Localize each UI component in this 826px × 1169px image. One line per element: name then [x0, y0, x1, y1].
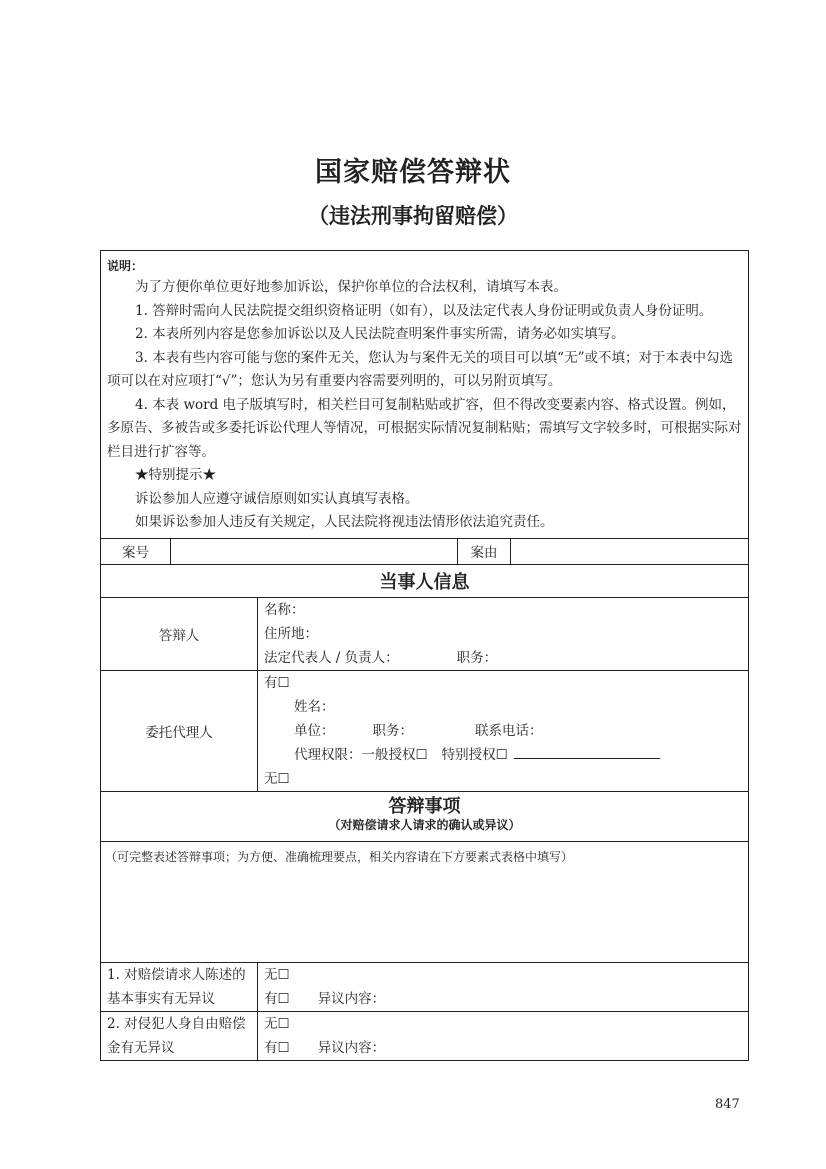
defense-form-table: [100, 250, 749, 1061]
notes-item-1: 1. 答辩时需向人民法院提交组织资格证明（如有），以及法定代表人身份证明或负责人身份证明。: [135, 302, 713, 319]
respondent-name: 名称：: [264, 601, 305, 618]
notes-item-2: 2. 本表所列内容是您参加诉讼以及人民法院查明案件事实所需，请务必如实填写。: [135, 326, 625, 342]
question-1-has-line: [264, 987, 742, 1011]
respondent-legal-rep-line: [264, 646, 742, 670]
document-title: 国家赔偿答辩状: [315, 157, 511, 188]
question-1-label-line-1: 1. 对赔偿请求人陈述的: [107, 966, 246, 983]
document-subtitle: （违法刑事拘留赔偿）: [308, 203, 518, 228]
agent-phone: 联系电话：: [475, 722, 543, 739]
question-1-label-line-2: 基本事实有无异议: [107, 990, 215, 1007]
notes-cell: [101, 251, 749, 539]
question-1-none-checkbox[interactable]: 无☐: [264, 966, 290, 983]
question-2-label-line-1: 2. 对侵犯人身自由赔偿: [107, 1015, 246, 1032]
page-number: 847: [715, 1097, 740, 1112]
agent-name: 姓名：: [294, 698, 335, 715]
respondent-address: 住所地：: [264, 625, 318, 642]
agent-fields[interactable]: [258, 670, 749, 791]
respondent-fields[interactable]: [258, 597, 749, 670]
special-notice-1: 诉讼参加人应遵守诚信原则如实认真填写表格。: [135, 490, 419, 507]
question-1-has-checkbox[interactable]: 有☐: [264, 990, 290, 1007]
respondent-label: 答辩人: [101, 597, 258, 670]
question-2-objection-label: 异议内容：: [317, 1039, 386, 1056]
defense-hint-row: [101, 841, 749, 962]
case-number-label: 案号: [101, 538, 171, 564]
notes-row: [101, 251, 749, 539]
question-2-label: [101, 1011, 258, 1060]
notes-label: 说明：: [107, 259, 144, 273]
agent-label: 委托代理人: [101, 670, 258, 791]
question-2-none-checkbox[interactable]: 无☐: [264, 1015, 290, 1032]
question-1-answer[interactable]: [258, 962, 749, 1011]
special-authority-underline[interactable]: [514, 744, 660, 759]
case-row: [101, 538, 749, 564]
respondent-row: [101, 597, 749, 670]
notes-item-3: 3. 本表有些内容可能与您的案件无关，您认为与案件无关的项目可以填“无”或不填；对于本表中勾选项可以在对应项打“√”；您认为另有重要内容需要列明的，可以另附页填写。: [107, 349, 733, 389]
respondent-position: 职务：: [456, 649, 498, 666]
special-notice-2: 如果诉讼参加人违反有关规定，人民法院将视违法情形依法追究责任。: [135, 514, 554, 530]
defense-section-title: 答辩事项: [388, 796, 461, 817]
party-section-row: [101, 564, 749, 597]
question-row: [101, 1011, 749, 1060]
agent-authority-line: [264, 743, 742, 767]
agent-authority-special[interactable]: 特别授权☐: [441, 746, 508, 763]
special-notice-title: ★特别提示★: [135, 467, 216, 483]
notes-item-4: 4. 本表 word 电子版填写时，相关栏目可复制粘贴或扩容，但不得改变要素内容、格式设置。例如，多原告、多被告或多委托诉讼代理人等情况，可根据实际情况复制粘贴；需填写文字较多时，可根据实际对栏目进行扩容等。: [107, 396, 742, 460]
defense-section-heading: [101, 791, 749, 841]
agent-none-checkbox[interactable]: 无☐: [264, 770, 290, 787]
agent-unit-line: [264, 719, 742, 743]
question-1-label: [101, 962, 258, 1011]
case-cause-label: 案由: [458, 538, 511, 564]
question-2-has-line: [264, 1036, 742, 1060]
question-2-has-checkbox[interactable]: 有☐: [264, 1039, 290, 1056]
question-2-label-line-2: 金有无异议: [107, 1039, 175, 1056]
question-1-objection-label: 异议内容：: [317, 990, 386, 1007]
agent-position: 职务：: [372, 722, 413, 739]
agent-unit: 单位：: [294, 722, 335, 739]
case-number-field[interactable]: [171, 538, 458, 564]
defense-section-row: [101, 791, 749, 841]
party-section-heading: 当事人信息: [101, 564, 749, 597]
defense-hint-text: （可完整表述答辩事项；为方便、准确梳理要点，相关内容请在下方要素式表格中填写）: [105, 849, 574, 864]
respondent-legal-rep: 法定代表人 / 负责人：: [264, 649, 399, 666]
agent-authority-general[interactable]: 代理权限：一般授权☐: [294, 746, 428, 763]
question-2-answer[interactable]: [258, 1011, 749, 1060]
notes-intro: 为了方便你单位更好地参加诉讼，保护你单位的合法权利，请填写本表。: [135, 279, 567, 295]
case-cause-field[interactable]: [511, 538, 749, 564]
agent-row: [101, 670, 749, 791]
defense-section-subtitle: （对赔偿请求人请求的确认或异议）: [328, 818, 521, 832]
question-row: [101, 962, 749, 1011]
defense-statement-field[interactable]: [101, 841, 749, 962]
agent-has-checkbox[interactable]: 有☐: [264, 674, 290, 691]
